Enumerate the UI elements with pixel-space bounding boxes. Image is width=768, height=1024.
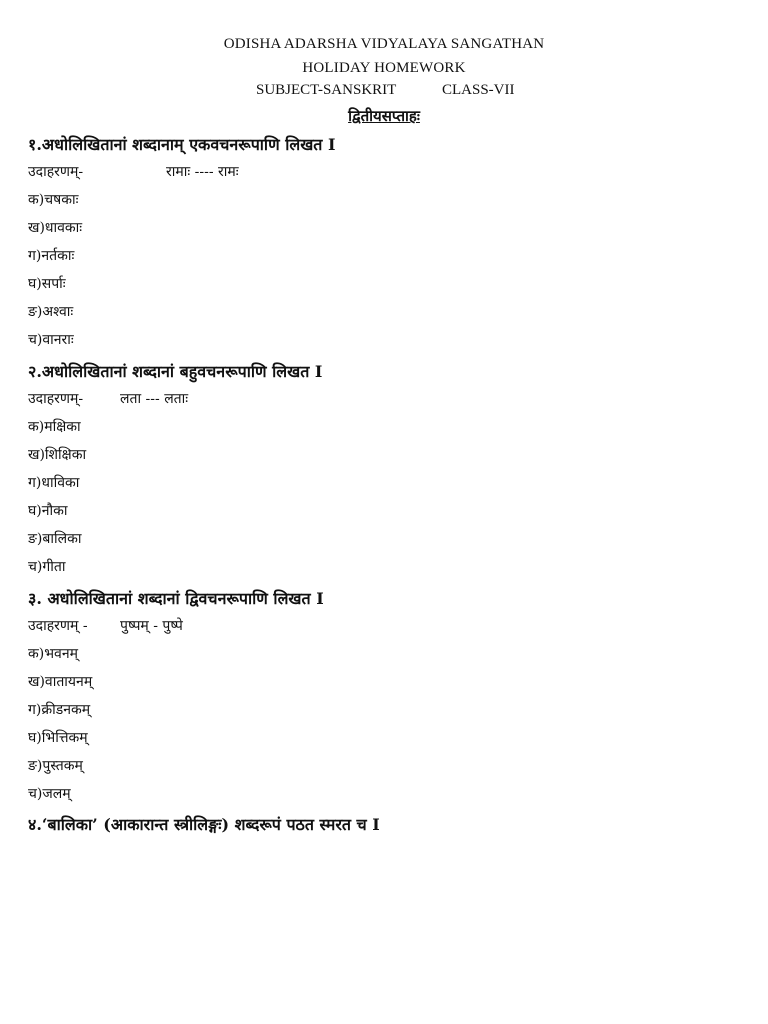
subject-label: SUBJECT-SANSKRIT	[256, 82, 397, 98]
list-item: ग)धाविका	[28, 475, 80, 491]
list-item: च)जलम्	[28, 786, 71, 802]
example-value: रामाः ---- रामः	[166, 164, 239, 180]
list-item: ख)धावकाः	[28, 220, 83, 236]
list-item: ग)क्रीडनकम्	[28, 702, 91, 718]
question-4: ४.‘बालिका’ (आकारान्त स्त्रीलिङ्गः) शब्दरूपं पठत स्मरत च I	[28, 815, 380, 834]
class-label: CLASS-VII	[442, 82, 515, 98]
example-value: पुष्पम् - पुष्पे	[120, 618, 183, 634]
example-label: उदाहरणम्-	[28, 391, 84, 407]
question-3: ३. अधोलिखितानां शब्दानां द्विवचनरूपाणि लिखत I	[28, 589, 324, 608]
list-item: च)वानराः	[28, 332, 74, 348]
example-value: लता --- लताः	[120, 391, 189, 407]
list-item: क)चषकाः	[28, 192, 79, 208]
organization-title: ODISHA ADARSHA VIDYALAYA SANGATHAN	[223, 36, 545, 52]
list-item: क)मक्षिका	[28, 419, 81, 435]
list-item: च)गीता	[28, 559, 66, 575]
list-item: ख)वातायनम्	[28, 674, 93, 690]
example-label: उदाहरणम् -	[28, 618, 88, 634]
list-item: ङ)पुस्तकम्	[28, 758, 83, 774]
list-item: घ)सर्पाः	[28, 276, 66, 292]
list-item: ग)नर्तकाः	[28, 248, 75, 264]
question-1: १.अधोलिखितानां शब्दानाम् एकवचनरूपाणि लिखत I	[28, 135, 336, 154]
question-2: २.अधोलिखितानां शब्दानां बहुवचनरूपाणि लिखत I	[28, 362, 323, 381]
week-heading: द्वितीयसप्ताहः	[348, 107, 420, 125]
list-item: ङ)बालिका	[28, 531, 82, 547]
document-title: HOLIDAY HOMEWORK	[302, 60, 466, 76]
list-item: ख)शिक्षिका	[28, 447, 87, 463]
list-item: घ)भित्तिकम्	[28, 730, 88, 746]
example-label: उदाहरणम्-	[28, 164, 84, 180]
list-item: घ)नौका	[28, 503, 68, 519]
list-item: ङ)अश्वाः	[28, 304, 74, 320]
list-item: क)भवनम्	[28, 646, 78, 662]
